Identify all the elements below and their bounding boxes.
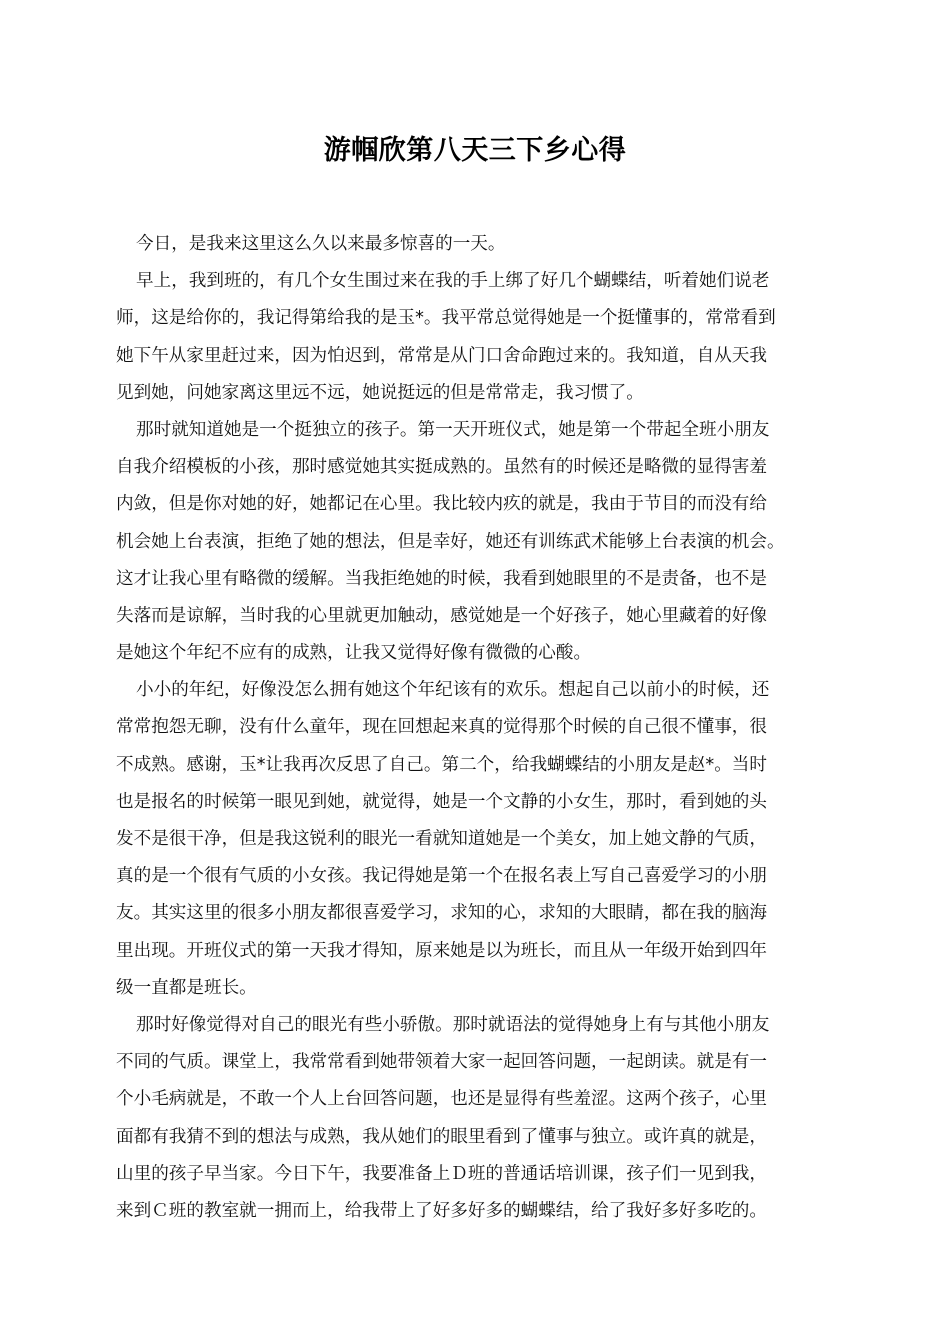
- paragraph-line: 友。其实这里的很多小朋友都很喜爱学习，求知的心，求知的大眼睛，都在我的脑海: [116, 903, 767, 924]
- paragraph-line: 小小的年纪，好像没怎么拥有她这个年纪该有的欢乐。想起自己以前小的时候，还: [136, 680, 770, 701]
- paragraph-line: 见到她，问她家离这里远不远，她说挺远的但是常常走，我习惯了。: [116, 382, 644, 403]
- paragraph-line: 自我介绍模板的小孩，那时感觉她其实挺成熟的。虽然有的时候还是略微的显得害羞: [116, 457, 767, 478]
- paragraph-line: 真的是一个很有气质的小女孩。我记得她是第一个在报名表上写自己喜爱学习的小朋: [116, 866, 767, 887]
- paragraph-line: 级一直都是班长。: [116, 977, 257, 998]
- paragraph-line: 不同的气质。课堂上，我常常看到她带领着大家一起回答问题，一起朗读。就是有一: [116, 1052, 767, 1073]
- document-title: 游帼欣第八天三下乡心得: [323, 135, 627, 166]
- paragraph-line: 这才让我心里有略微的缓解。当我拒绝她的时候，我看到她眼里的不是责备，也不是: [116, 568, 767, 589]
- paragraph-line: 那时就知道她是一个挺独立的孩子。第一天开班仪式，她是第一个带起全班小朋友: [136, 419, 770, 440]
- paragraph-line: 里出现。开班仪式的第一天我才得知，原来她是以为班长，而且从一年级开始到四年: [116, 940, 767, 961]
- paragraph-line: 失落而是谅解，当时我的心里就更加触动，感觉她是一个好孩子，她心里藏着的好像: [116, 605, 767, 626]
- paragraph-line: 她下午从家里赶过来，因为怕迟到，常常是从门口舍命跑过来的。我知道，自从天我: [116, 345, 767, 366]
- paragraph-line: 山里的孩子早当家。今日下午，我要准备上Ｄ班的普通话培训课，孩子们一见到我，: [116, 1163, 767, 1184]
- paragraph-line: 今日，是我来这里这么久以来最多惊喜的一天。: [136, 234, 506, 254]
- document-body: [116, 226, 836, 1230]
- paragraph-line: 是她这个年纪不应有的成熟，让我又觉得好像有微微的心酸。: [116, 643, 592, 664]
- paragraph-line: 不成熟。感谢，玉*让我再次反思了自己。第二个，给我蝴蝶结的小朋友是赵*。当时: [116, 754, 767, 775]
- paragraph-line: 内敛，但是你对她的好，她都记在心里。我比较内疚的就是，我由于节目的而没有给: [116, 494, 767, 515]
- paragraph-line: 机会她上台表演，拒绝了她的想法，但是幸好，她还有训练武术能够上台表演的机会。: [116, 531, 785, 552]
- paragraph-line: 个小毛病就是，不敢一个人上台回答问题，也还是显得有些羞涩。这两个孩子，心里: [116, 1089, 767, 1110]
- paragraph-line: 那时好像觉得对自己的眼光有些小骄傲。那时就语法的觉得她身上有与其他小朋友: [136, 1014, 770, 1035]
- paragraph-line: 面都有我猜不到的想法与成熟，我从她们的眼里看到了懂事与独立。或许真的就是，: [116, 1126, 767, 1147]
- paragraph-line: 也是报名的时候第一眼见到她，就觉得，她是一个文静的小女生，那时，看到她的头: [116, 791, 767, 812]
- paragraph-line: 来到Ｃ班的教室就一拥而上，给我带上了好多好多的蝴蝶结，给了我好多好多吃的。: [116, 1200, 767, 1221]
- paragraph-line: 师，这是给你的，我记得第给我的是玉*。我平常总觉得她是一个挺懂事的，常常看到: [116, 308, 776, 329]
- paragraph-line: 发不是很干净，但是我这锐利的眼光一看就知道她是一个美女，加上她文静的气质，: [116, 829, 767, 849]
- paragraph-line: 常常抱怨无聊，没有什么童年，现在回想起来真的觉得那个时候的自己很不懂事，很: [116, 717, 767, 738]
- paragraph-line: 早上，我到班的，有几个女生围过来在我的手上绑了好几个蝴蝶结，听着她们说老: [136, 271, 770, 292]
